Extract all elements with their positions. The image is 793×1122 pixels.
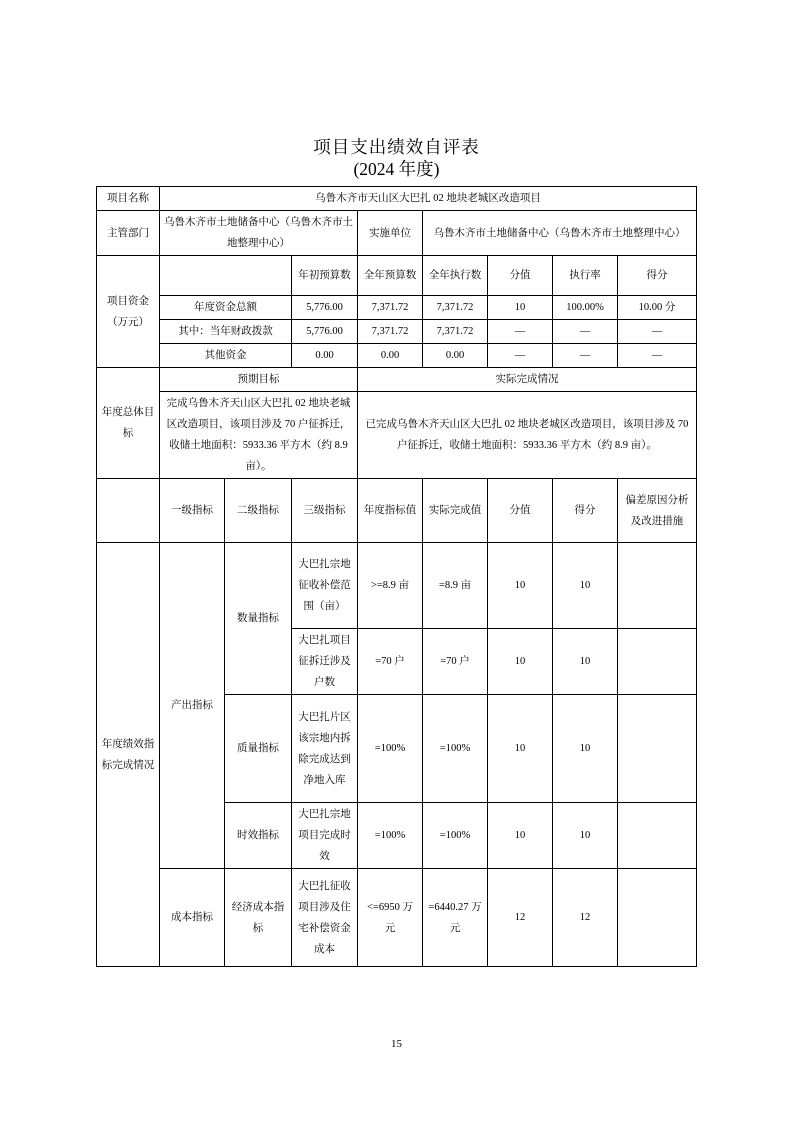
indicator-5-actual: =6440.27 万元 <box>423 869 488 967</box>
row-indicator-quantity-1 <box>97 543 697 629</box>
row-funding-header <box>97 256 697 296</box>
row-project-name <box>97 187 697 211</box>
annual-goal-label: 年度总体目标 <box>97 368 160 479</box>
indicator-4-target: =100% <box>358 803 423 869</box>
funding-total-label: 年度资金总额 <box>160 296 292 320</box>
indicator-2-name: 大巴扎项目征拆迁涉及户数 <box>292 629 358 695</box>
page-subtitle: (2024 年度) <box>353 159 440 179</box>
department-label: 主管部门 <box>97 211 160 256</box>
indicator-1-actual: =8.9 亩 <box>423 543 488 629</box>
funding-other-score: — <box>618 344 697 368</box>
level2-quality-indicator: 质量指标 <box>225 695 292 803</box>
funding-header-executed: 全年执行数 <box>423 256 488 296</box>
indicator-3-name: 大巴扎片区该宗地内拆除完成达到净地入库 <box>292 695 358 803</box>
level1-cost-indicator: 成本指标 <box>160 869 225 967</box>
row-goal-header <box>97 368 697 392</box>
funding-other-executed: 0.00 <box>423 344 488 368</box>
implementing-unit-value: 乌鲁木齐市土地储备中心（乌鲁木齐市土地整理中心） <box>423 211 697 256</box>
indicator-blank-cell <box>97 479 160 543</box>
indicator-2-score-max: 10 <box>488 629 553 695</box>
goal-actual-text: 已完成乌鲁木齐天山区大巴扎 02 地块老城区改造项目，该项目涉及 70 户征拆迁，收储土地面积：5933.36 平方木（约 8.9 亩）。 <box>358 392 697 479</box>
project-name-label: 项目名称 <box>97 187 160 211</box>
self-evaluation-table <box>96 186 697 967</box>
row-indicator-cost <box>97 869 697 967</box>
level2-timeliness-indicator: 时效指标 <box>225 803 292 869</box>
funding-header-execution-rate: 执行率 <box>553 256 618 296</box>
indicator-header-level1: 一级指标 <box>160 479 225 543</box>
funding-fiscal-label: 其中：当年财政拨款 <box>160 320 292 344</box>
indicator-4-deviation <box>618 803 697 869</box>
indicator-5-deviation <box>618 869 697 967</box>
indicator-5-score-max: 12 <box>488 869 553 967</box>
indicator-5-score: 12 <box>553 869 618 967</box>
indicator-3-target: =100% <box>358 695 423 803</box>
funding-fiscal-initial: 5,776.00 <box>292 320 358 344</box>
indicator-3-score-max: 10 <box>488 695 553 803</box>
funding-total-initial: 5,776.00 <box>292 296 358 320</box>
funding-fiscal-score-max: — <box>488 320 553 344</box>
goal-expected-text: 完成乌鲁木齐天山区大巴扎 02 地块老城区改造项目，该项目涉及 70 户征拆迁，收储土地面积：5933.36 平方木（约 8.9 亩）。 <box>160 392 358 479</box>
indicator-2-target: =70 户 <box>358 629 423 695</box>
indicator-4-actual: =100% <box>423 803 488 869</box>
funding-other-rate: — <box>553 344 618 368</box>
indicator-header-deviation: 偏差原因分析及改进措施 <box>618 479 697 543</box>
indicator-header-score-max: 分值 <box>488 479 553 543</box>
indicator-3-score: 10 <box>553 695 618 803</box>
indicator-4-name: 大巴扎宗地项目完成时效 <box>292 803 358 869</box>
implementing-unit-label: 实施单位 <box>358 211 423 256</box>
funding-total-score-max: 10 <box>488 296 553 320</box>
indicator-1-score-max: 10 <box>488 543 553 629</box>
indicator-2-deviation <box>618 629 697 695</box>
funding-total-rate: 100.00% <box>553 296 618 320</box>
goal-actual-header: 实际完成情况 <box>358 368 697 392</box>
row-indicator-header <box>97 479 697 543</box>
row-funding-total <box>97 296 697 320</box>
funding-fiscal-rate: — <box>553 320 618 344</box>
funding-total-annual: 7,371.72 <box>358 296 423 320</box>
row-department <box>97 211 697 256</box>
page-number: 15 <box>391 1038 402 1050</box>
funding-fiscal-executed: 7,371.72 <box>423 320 488 344</box>
indicator-header-target: 年度指标值 <box>358 479 423 543</box>
row-funding-fiscal <box>97 320 697 344</box>
level2-quantity-indicator: 数量指标 <box>225 543 292 695</box>
department-value: 乌鲁木齐市土地储备中心（乌鲁木齐市土地整理中心） <box>160 211 358 256</box>
indicator-1-name: 大巴扎宗地征收补偿范围（亩） <box>292 543 358 629</box>
indicator-3-deviation <box>618 695 697 803</box>
funding-header-initial-budget: 年初预算数 <box>292 256 358 296</box>
indicator-1-score: 10 <box>553 543 618 629</box>
page-title: 项目支出绩效自评表 <box>313 137 480 157</box>
goal-expected-header: 预期目标 <box>160 368 358 392</box>
indicator-3-actual: =100% <box>423 695 488 803</box>
indicator-section-label: 年度绩效指标完成情况 <box>97 543 160 967</box>
indicator-header-level3: 三级指标 <box>292 479 358 543</box>
funding-section-label: 项目资金（万元） <box>97 256 160 368</box>
funding-header-score-max: 分值 <box>488 256 553 296</box>
funding-blank-cell <box>160 256 292 296</box>
funding-fiscal-score: — <box>618 320 697 344</box>
funding-other-label: 其他资金 <box>160 344 292 368</box>
row-funding-other <box>97 344 697 368</box>
funding-other-annual: 0.00 <box>358 344 423 368</box>
funding-other-score-max: — <box>488 344 553 368</box>
funding-fiscal-annual: 7,371.72 <box>358 320 423 344</box>
indicator-2-score: 10 <box>553 629 618 695</box>
funding-total-executed: 7,371.72 <box>423 296 488 320</box>
indicator-4-score-max: 10 <box>488 803 553 869</box>
indicator-5-target: <=6950 万元 <box>358 869 423 967</box>
funding-header-score: 得分 <box>618 256 697 296</box>
indicator-header-level2: 二级指标 <box>225 479 292 543</box>
indicator-5-name: 大巴扎征收项目涉及住宅补偿资金成本 <box>292 869 358 967</box>
funding-other-initial: 0.00 <box>292 344 358 368</box>
level1-output-indicator: 产出指标 <box>160 543 225 869</box>
row-goal-content <box>97 392 697 479</box>
indicator-4-score: 10 <box>553 803 618 869</box>
indicator-2-actual: =70 户 <box>423 629 488 695</box>
project-name-value: 乌鲁木齐市天山区大巴扎 02 地块老城区改造项目 <box>160 187 697 211</box>
funding-total-score: 10.00 分 <box>618 296 697 320</box>
indicator-1-target: >=8.9 亩 <box>358 543 423 629</box>
level2-economic-cost-indicator: 经济成本指标 <box>225 869 292 967</box>
indicator-1-deviation <box>618 543 697 629</box>
indicator-header-score: 得分 <box>553 479 618 543</box>
indicator-header-actual: 实际完成值 <box>423 479 488 543</box>
funding-header-annual-budget: 全年预算数 <box>358 256 423 296</box>
